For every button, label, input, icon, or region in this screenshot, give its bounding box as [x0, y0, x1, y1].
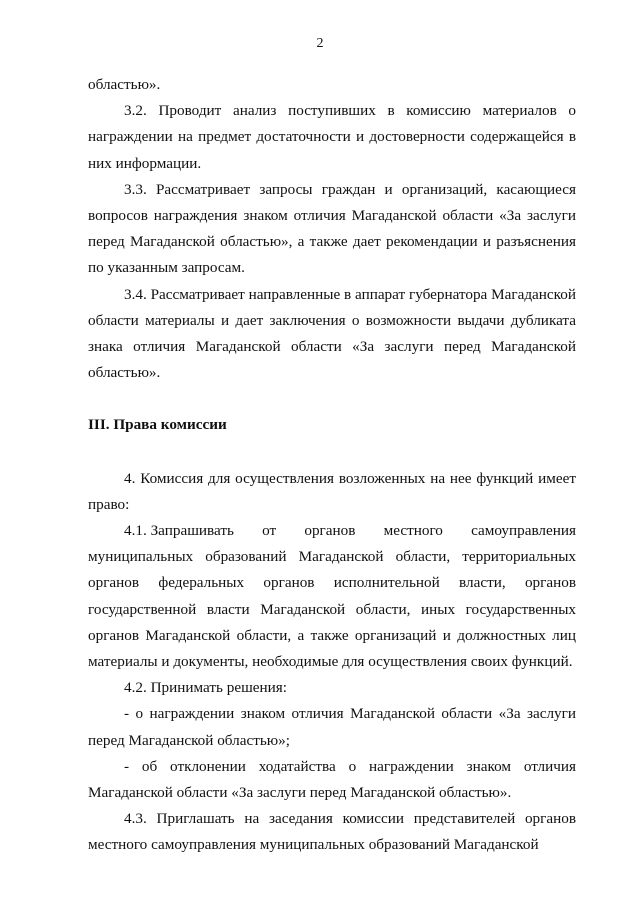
- paragraph-4-1-rest: муниципальных образований Магаданской области, территориальных органов федеральных органов исполнительной власти, органов государственной власти Магаданской области, иных государственных органов Магаданской области, а также организаций и должностных лиц материалы и документы, необходимые для осуществления своих функций.: [88, 548, 576, 671]
- paragraph-4-1-word: местного: [383, 522, 443, 540]
- paragraph-4-1-word: органов: [304, 522, 356, 540]
- section-heading: III. Права комиссии: [88, 416, 227, 434]
- paragraph-4: 4. Комиссия для осуществления возложенных на нее функций имеет право:: [88, 469, 576, 513]
- paragraph-4-3: 4.3. Приглашать на заседания комиссии представителей органов местного самоуправления муниципальных образований Магаданской: [88, 810, 576, 854]
- paragraph-4-1-first-line: [88, 518, 576, 544]
- paragraph-3-3: 3.3. Рассматривает запросы граждан и организаций, касающиеся вопросов награждения знаком отличия Магаданской области «За заслуги перед Магаданской областью», а также дает рекомендации и разъяснения по указанным запросам.: [88, 180, 576, 277]
- paragraph-4-2: 4.2. Принимать решения:: [124, 679, 287, 697]
- paragraph-4-2-item-b: - об отклонении ходатайства о награждении знаком отличия Магаданской области «За заслуги перед Магаданской областью».: [88, 757, 576, 802]
- document-body: [88, 72, 576, 859]
- paragraph-3-4: 3.4. Рассматривает направленные в аппарат губернатора Магаданской области материалы и дает заключения о возможности выдачи дубликата знака отличия Магаданской области «За заслуги перед Магаданской областью».: [88, 285, 576, 382]
- page-number: 2: [316, 36, 324, 51]
- paragraph-4-1-word: самоуправления: [471, 522, 576, 540]
- paragraph-3-2: 3.2. Проводит анализ поступивших в комиссию материалов о награждении на предмет достаточности и достоверности содержащейся в них информации.: [88, 102, 576, 172]
- paragraph-4-1-word: 4.1. Запрашивать: [124, 522, 234, 540]
- paragraph-4-2-item-a: - о награждении знаком отличия Магаданской области «За заслуги перед Магаданской областью»;: [88, 705, 576, 749]
- paragraph-4-1-word: от: [262, 522, 277, 540]
- paragraph-continuation: областью».: [88, 76, 161, 93]
